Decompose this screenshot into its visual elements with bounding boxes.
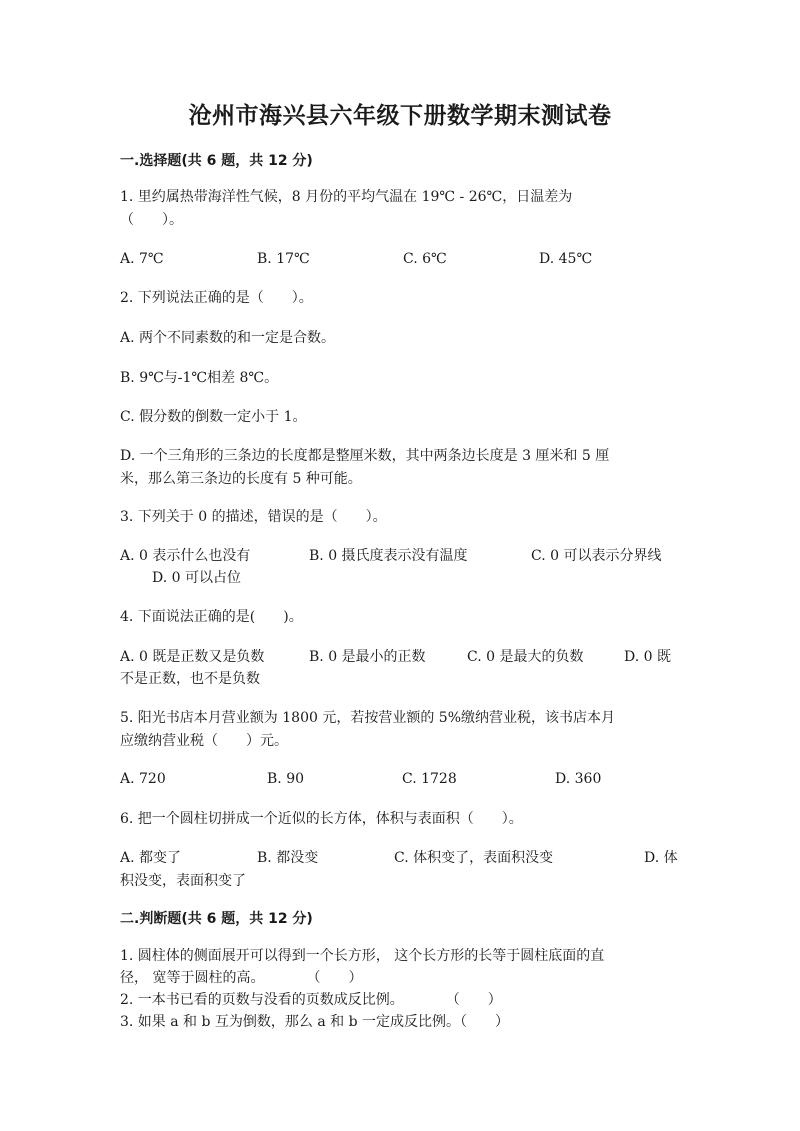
question-5-line-2: 应缴纳营业税（ ）元。 — [120, 733, 288, 749]
question-6-option-a: A. 都变了 — [120, 850, 182, 866]
section-heading-choice: 一.选择题(共 6 题，共 12 分) — [120, 153, 313, 169]
question-6-stem: 6. 把一个圆柱切拼成一个近似的长方体，体积与表面积（ ）。 — [120, 811, 523, 827]
question-6-option-d: D. 体 — [644, 850, 678, 866]
question-6-option-c: C. 体积变了，表面积没变 — [394, 850, 554, 866]
question-4-stem: 4. 下面说法正确的是( )。 — [120, 609, 303, 625]
question-5-option-c: C. 1728 — [402, 771, 457, 787]
judgment-3: 3. 如果 a 和 b 互为倒数，那么 a 和 b 一定成反比例。（ ） — [120, 1014, 510, 1030]
question-2-option-d-line-1: D. 一个三角形的三条边的长度都是整厘米数，其中两条边长度是 3 厘米和 5 厘 — [120, 448, 610, 464]
question-3-stem: 3. 下列关于 0 的描述，错误的是（ ）。 — [120, 509, 387, 525]
question-5-option-a: A. 720 — [120, 771, 166, 787]
question-4-option-d-cont: 不是正数，也不是负数 — [120, 671, 260, 687]
question-1-option-d: D. 45℃ — [539, 251, 593, 267]
question-5-option-b: B. 90 — [267, 771, 305, 787]
section-heading-judgment: 二.判断题(共 6 题，共 12 分) — [120, 911, 313, 927]
question-5-option-d: D. 360 — [555, 771, 602, 787]
judgment-1-line-1: 1. 圆柱体的侧面展开可以得到一个长方形， 这个长方形的长等于圆柱底面的直 — [120, 948, 605, 964]
question-1-line-1: 1. 里约属热带海洋性气候，8 月份的平均气温在 19℃ - 26℃，日温差为 — [120, 189, 573, 205]
question-4-option-c: C. 0 是最大的负数 — [467, 649, 584, 665]
question-2-option-d-line-2: 米，那么第三条边的长度有 5 种可能。 — [120, 471, 362, 487]
question-3-option-a: A. 0 表示什么也没有 — [120, 548, 251, 564]
question-6-option-d-cont: 积没变，表面积变了 — [120, 873, 246, 889]
question-1-option-a: A. 7℃ — [120, 251, 164, 267]
question-3-option-b: B. 0 摄氏度表示没有温度 — [309, 548, 468, 564]
question-4-option-b: B. 0 是最小的正数 — [309, 649, 426, 665]
question-1-line-2: （ ）。 — [120, 212, 183, 228]
judgment-2: 2. 一本书已看的页数与没看的页数成反比例。 （ ） — [120, 992, 502, 1008]
question-3-option-c: C. 0 可以表示分界线 — [531, 548, 662, 564]
question-1-option-b: B. 17℃ — [257, 251, 310, 267]
question-4-option-d: D. 0 既 — [624, 649, 671, 665]
question-2-option-a: A. 两个不同素数的和一定是合数。 — [120, 330, 336, 346]
question-4-option-a: A. 0 既是正数又是负数 — [120, 649, 265, 665]
judgment-1-line-2: 径， 宽等于圆柱的高。 （ ） — [120, 970, 363, 986]
question-2-option-c: C. 假分数的倒数一定小于 1。 — [120, 409, 307, 425]
question-3-option-d: D. 0 可以占位 — [152, 570, 241, 586]
question-2-option-b: B. 9℃与-1℃相差 8℃。 — [120, 370, 279, 386]
question-1-option-c: C. 6℃ — [403, 251, 447, 267]
page-title: 沧州市海兴县六年级下册数学期末测试卷 — [188, 103, 612, 129]
question-5-line-1: 5. 阳光书店本月营业额为 1800 元，若按营业额的 5%缴纳营业税，该书店本月 — [120, 710, 615, 726]
question-2-stem: 2. 下列说法正确的是（ ）。 — [120, 290, 313, 306]
question-6-option-b: B. 都没变 — [257, 850, 319, 866]
